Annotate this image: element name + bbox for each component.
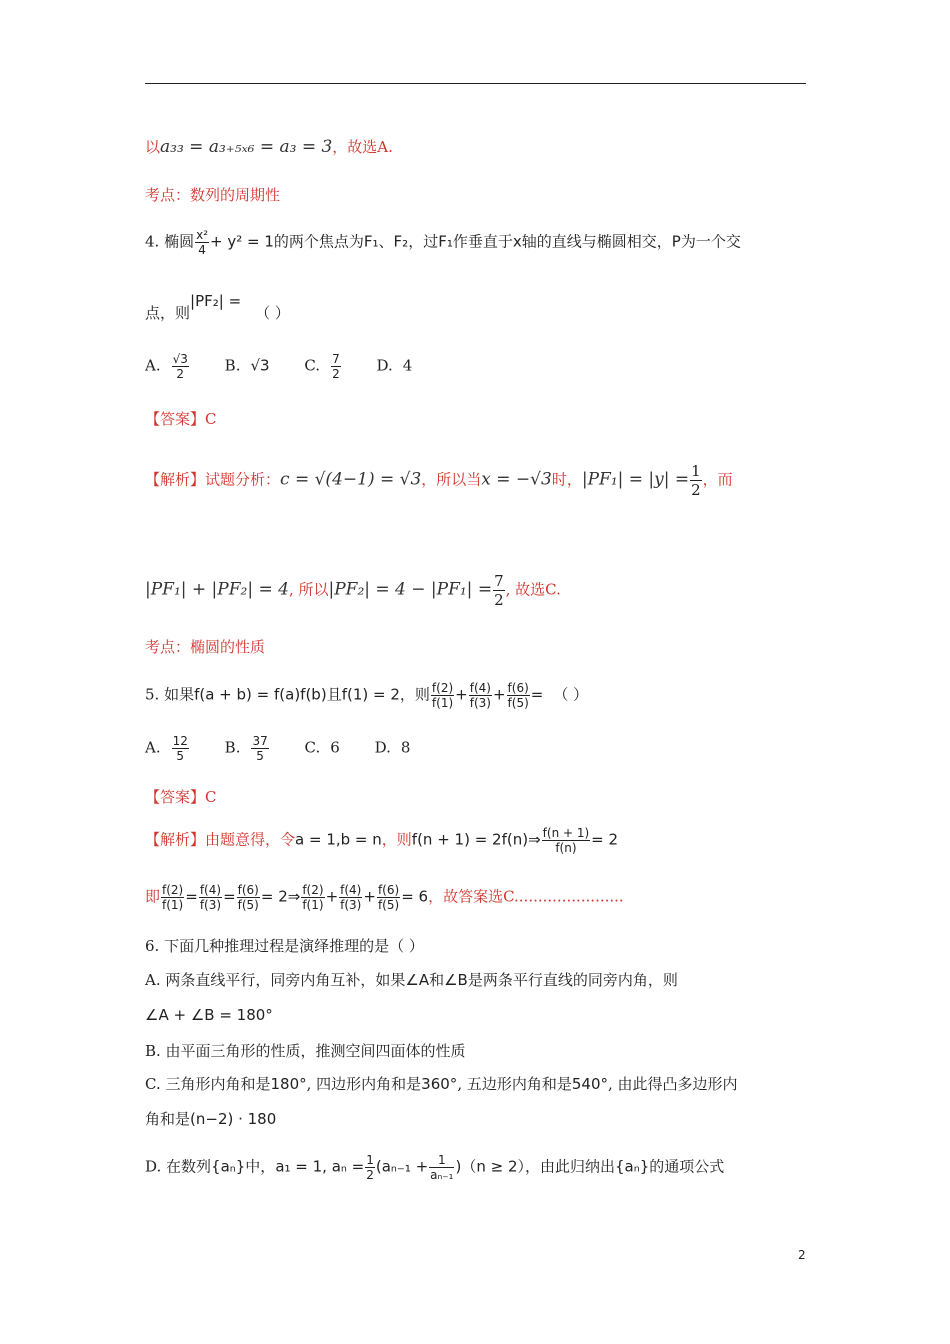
page-number: 2 [798,1248,806,1262]
q4-pf2: |PF₂| = [190,292,242,310]
explanation-4-line2: |PF₁| + |PF₂| = 4, 所以|PF₂| = 4 − |PF₁| = $\frac{7}{2}$ , 故选C. [145,572,561,609]
question-5: 5. 如果f(a + b) = f(a)f(b)且f(1) = 2，则 $\frac{f(2)}{f(1)}$ + $\frac{f(4)}{f(3)}$ + $\frac{f(6)}{f(5)}$ = （ ） [145,681,589,710]
option-a-frac: $\frac{√3}{2}$ [172,352,188,381]
explanation-4: 【解析】试题分析：c = √(4−1) = √3，所以当x = −√3时，|PF₁| = |y| = $\frac{1}{2}$ ，而 [145,462,733,499]
text-choose-a: ，故选A. [332,138,393,156]
solution-line-q3 [145,136,393,158]
question-5-options: A. $\frac{12}{5}$ B. $\frac{37}{5}$ C. 6 D. 8 [145,734,411,763]
knowledge-point-1: 考点：数列的周期性 [145,186,281,204]
q4-foci: F₁、F₂ [363,232,409,251]
q6-option-b: B. 由平面三角形的性质，推测空间四面体的性质 [145,1042,466,1060]
option-b-val: √3 [250,356,270,375]
option-d-val: 4 [402,356,413,375]
q6-option-c: C. 三角形内角和是180°, 四边形内角和是360°, 五边形内角和是540°, 由此得凸多边形内 [145,1075,738,1093]
exp4-frac-half: $\frac{1}{2}$ [691,462,701,499]
header-rule [145,83,806,84]
text-yi: 以 [145,138,161,156]
math-a33: a₃₃ = a₃₊₅ₓ₆ = a₃ = 3 [160,137,333,157]
knowledge-point-2: 考点：椭圆的性质 [145,638,266,656]
question-6: 6. 下面几种推理过程是演绎推理的是（ ） [145,937,424,955]
option-c-frac: $\frac{7}{2}$ [332,352,340,381]
question-4-line2: 点，则|PF₂| =（ ） [145,292,290,322]
question-4-options: A. $\frac{√3}{2}$ B. √3 C. $\frac{7}{2}$ D. 4 [145,352,413,381]
q6-option-a: A. 两条直线平行，同旁内角互补，如果∠A和∠B是两条平行直线的同旁内角，则 [145,971,678,989]
q6-option-c-line2: 角和是(n−2) · 180 [145,1110,277,1128]
exp4-frac-seven-half: $\frac{7}{2}$ [494,572,504,609]
q4-paren: （ ） [255,304,290,322]
q4-eq: + y² = 1 [210,232,274,251]
answer-4: 【答案】C [145,410,217,428]
q4-prefix: 4. 椭圆 [145,232,195,251]
q6-option-a-eq: ∠A + ∠B = 180° [145,1006,273,1024]
explanation-5: 【解析】由题意得，令a = 1,b = n，则f(n + 1) = 2f(n)⇒ $\frac{f(n + 1)}{f(n)}$ = 2 [145,826,619,855]
q6-option-d: D. 在数列{aₙ}中，a₁ = 1, aₙ = $\frac{1}{2}$ (aₙ₋₁ + $\frac{1}{\text{aₙ₋₁}}$ )（n ≥ 2），由此归纳出{aₙ}的通项公式 [145,1153,725,1182]
q4-frac-x2-4: $\frac{\text{x²}}{4}$ [196,228,209,257]
question-4: 4. 椭圆 $\frac{\text{x²}}{4}$ + y² = 1的两个焦点为F₁、F₂，过F₁作垂直于x轴的直线与椭圆相交，P为一个交 [145,228,741,257]
explanation-5-line2: 即 $\frac{f(2)}{f(1)}$ = $\frac{f(4)}{f(3)}$ = $\frac{f(6)}{f(5)}$ = 2⇒ $\frac{f(2)}{f(1)}$ + $\frac{f(4)}{f(3)}$ + $\frac{f(6)}{f(5)}$ = 6，故答案选C....................... [145,883,624,912]
answer-5: 【答案】C [145,788,217,806]
